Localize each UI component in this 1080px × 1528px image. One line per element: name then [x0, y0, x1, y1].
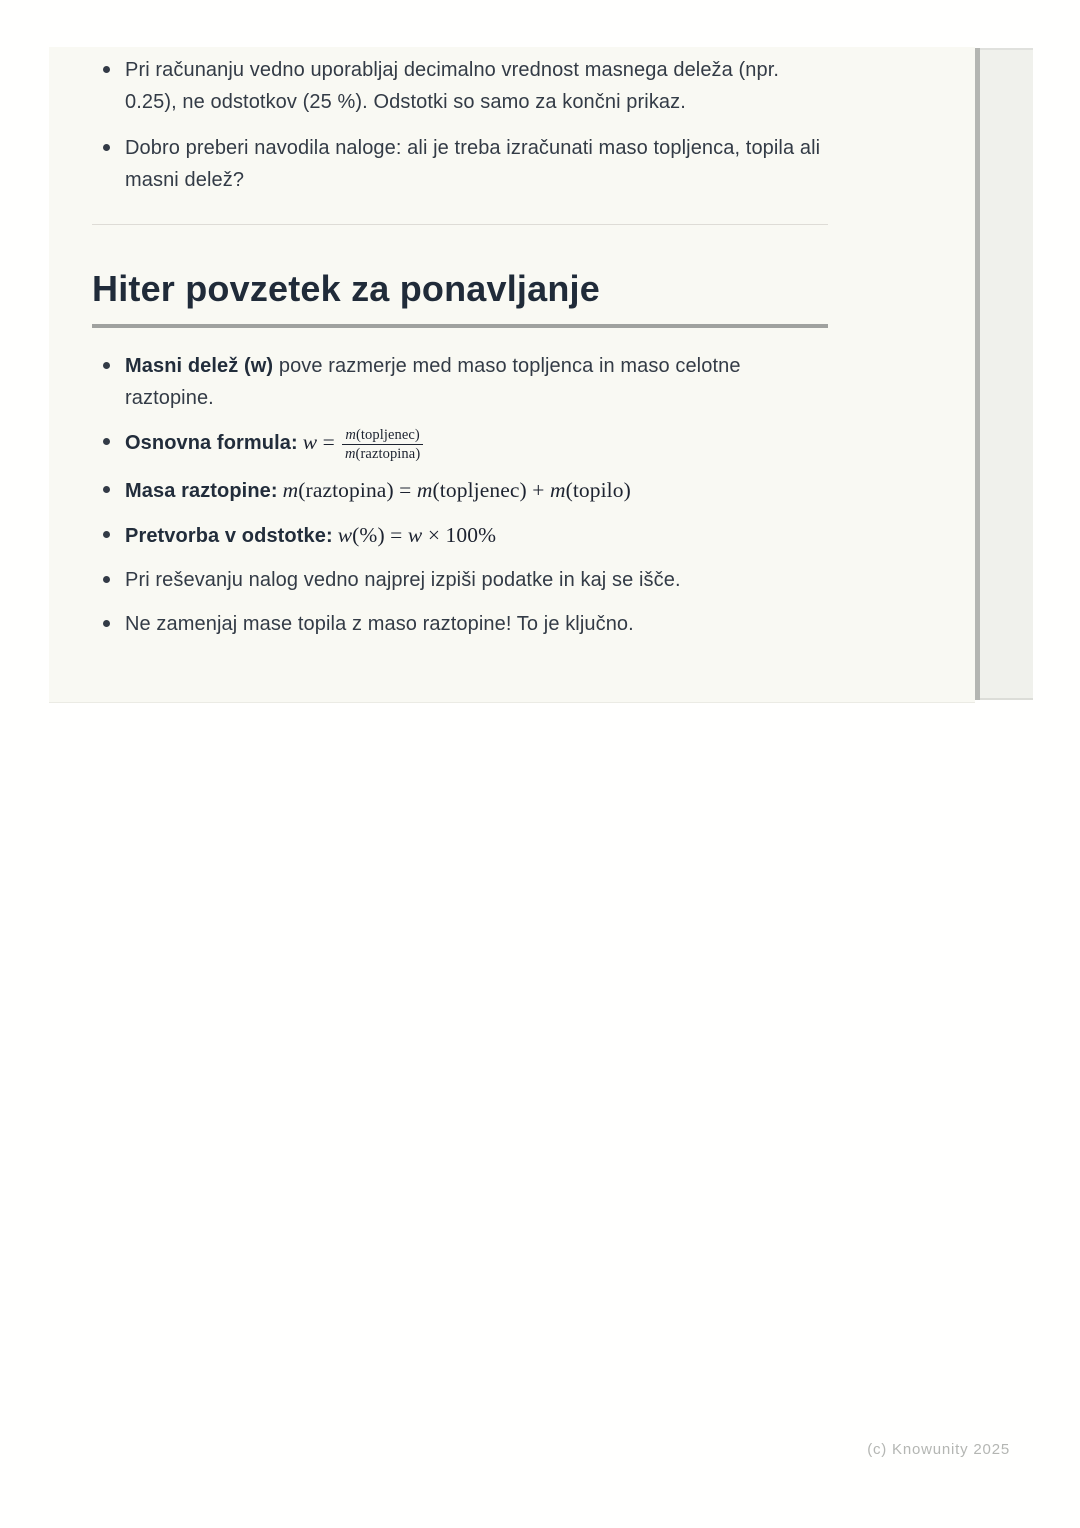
fraction-numerator: [342, 427, 422, 445]
math-text: (topljenec) +: [432, 478, 550, 502]
item-label: Pretvorba v odstotke:: [125, 525, 333, 547]
next-page-preview: [980, 48, 1033, 700]
copyright-notice: (c) Knowunity 2025: [867, 1441, 1010, 1458]
summary-item-percent-conversion: [92, 519, 828, 552]
math-w: w: [337, 523, 353, 547]
intro-bullet-list: [92, 47, 828, 196]
math-text: (%) =: [352, 523, 408, 547]
math-text: × 100%: [422, 523, 497, 547]
math-m: m: [549, 478, 566, 502]
formula-percent: [338, 523, 496, 547]
section-divider: [92, 224, 828, 225]
math-equals: =: [317, 430, 341, 454]
summary-item-basic-formula: [92, 426, 828, 462]
item-label: Masni delež (w): [125, 355, 274, 377]
item-label: Osnovna formula:: [125, 432, 298, 454]
summary-bullet-list: [92, 328, 828, 640]
math-m: m: [282, 478, 299, 502]
math-arg: (raztopina): [355, 446, 421, 462]
summary-item-write-data: Pri reševanju nalog vedno najprej izpiši podatke in kaj se išče.: [92, 564, 828, 596]
intro-bullet-decimal-value: Pri računanju vedno uporabljaj decimalno vrednost masnega deleža (npr. 0.25), ne odstotkov (25 %). Odstotki so samo za končni prikaz.: [92, 54, 828, 118]
math-m: m: [416, 478, 433, 502]
summary-item-solution-mass: [92, 474, 828, 507]
page-title: Hiter povzetek za ponavljanje: [92, 268, 600, 309]
math-w: w: [407, 523, 423, 547]
summary-item-dont-confuse: Ne zamenjaj mase topila z maso raztopine! To je ključno.: [92, 608, 828, 640]
formula-solution-mass: [283, 478, 631, 502]
item-label: Masa raztopine:: [125, 480, 278, 502]
math-text: (topilo): [565, 478, 631, 502]
math-m: m: [345, 427, 356, 443]
page-content: [92, 47, 828, 640]
math-text: (raztopina) =: [298, 478, 417, 502]
document-page: [49, 47, 975, 703]
fraction: [342, 427, 422, 462]
math-w: w: [302, 430, 318, 454]
fraction-denominator: [342, 445, 422, 462]
math-m: m: [344, 446, 356, 462]
item-text: pove razmerje med maso topljenca in maso celotne raztopine.: [125, 355, 741, 409]
summary-item-mass-fraction: [92, 350, 828, 414]
formula-mass-fraction: [302, 427, 423, 462]
intro-bullet-read-instructions: Dobro preberi navodila naloge: ali je treba izračunati maso topljenca, topila ali masni delež?: [92, 132, 828, 196]
math-arg: (topljenec): [355, 427, 420, 443]
